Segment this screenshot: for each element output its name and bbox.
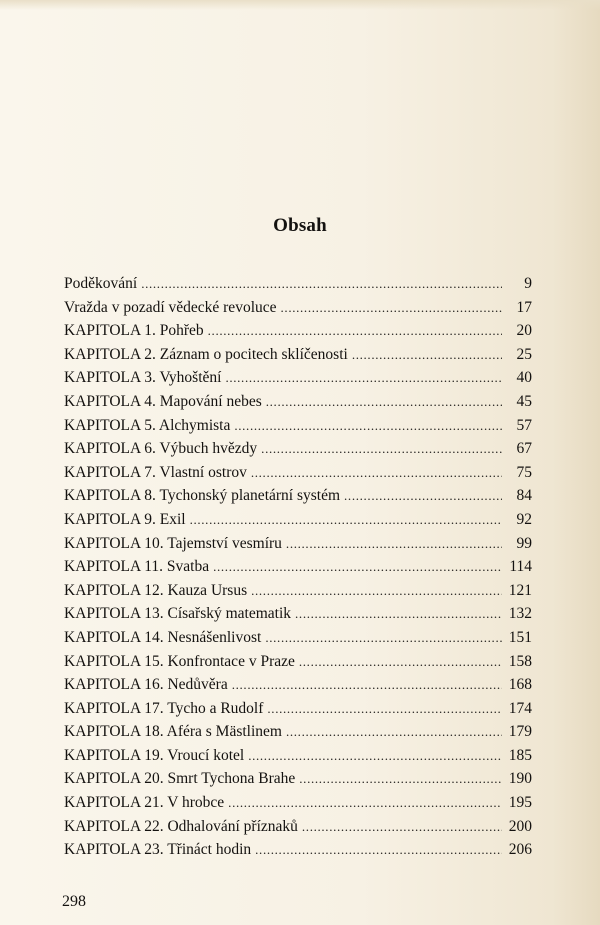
toc-entry-page: 132 — [508, 605, 532, 623]
toc-entry — [64, 579, 532, 603]
toc-entry-page: 185 — [508, 746, 532, 764]
page-title: Obsah — [273, 214, 327, 236]
toc-entry-page: 75 — [516, 463, 532, 481]
toc-entry-title: KAPITOLA 20. Smrt Tychona Brahe — [64, 770, 296, 788]
dot-leader — [281, 296, 502, 320]
toc-entry — [64, 508, 532, 532]
toc-entry-title: Vražda v pozadí vědecké revoluce — [64, 298, 277, 316]
toc-entry-page: 158 — [508, 652, 532, 670]
toc-entry — [64, 484, 532, 508]
toc-entry-page: 67 — [516, 440, 532, 458]
toc-entry-title: KAPITOLA 1. Pohřeb — [64, 322, 204, 340]
toc-entry-title: KAPITOLA 3. Vyhoštění — [64, 369, 222, 387]
toc-entry-title: KAPITOLA 2. Záznam o pocitech sklíčenosti — [64, 345, 348, 363]
toc-entry-title: KAPITOLA 18. Aféra s Mästlinem — [64, 723, 282, 741]
dot-leader — [248, 744, 502, 768]
toc-entry — [64, 697, 532, 721]
toc-entry — [64, 296, 532, 320]
toc-entry-title: KAPITOLA 23. Třináct hodin — [64, 841, 252, 859]
dot-leader — [344, 484, 502, 508]
toc-entry-page: 190 — [508, 770, 532, 788]
toc-entry — [64, 626, 532, 650]
toc-entry — [64, 319, 532, 343]
toc-entry-page: 45 — [516, 392, 532, 410]
toc-entry — [64, 461, 532, 485]
toc-entry-title: KAPITOLA 4. Mapování nebes — [64, 392, 262, 410]
toc-entry-title: KAPITOLA 9. Exil — [64, 510, 186, 528]
toc-entry — [64, 673, 532, 697]
toc-entry-page: 84 — [516, 487, 532, 505]
toc-entry-title: KAPITOLA 22. Odhalování příznaků — [64, 817, 298, 835]
toc-entry — [64, 390, 532, 414]
toc-entry — [64, 650, 532, 674]
toc-entry — [64, 437, 532, 461]
toc-entry-title: KAPITOLA 19. Vroucí kotel — [64, 746, 245, 764]
toc-entry-title: KAPITOLA 16. Nedůvěra — [64, 676, 228, 694]
dot-leader — [266, 390, 502, 414]
toc-entry-page: 57 — [516, 416, 532, 434]
dot-leader — [302, 815, 502, 839]
dot-leader — [251, 461, 502, 485]
toc-entry — [64, 720, 532, 744]
dot-leader — [141, 272, 502, 296]
dot-leader — [286, 720, 502, 744]
dot-leader — [255, 838, 502, 862]
dot-leader — [352, 343, 502, 367]
table-of-contents — [64, 272, 532, 862]
toc-entry — [64, 838, 532, 862]
toc-entry-page: 99 — [516, 534, 532, 552]
toc-entry — [64, 343, 532, 367]
toc-entry-title: KAPITOLA 13. Císařský matematik — [64, 605, 292, 623]
dot-leader — [261, 437, 502, 461]
toc-entry-page: 179 — [508, 723, 532, 741]
dot-leader — [299, 650, 502, 674]
toc-entry-title: KAPITOLA 5. Alchymista — [64, 416, 231, 434]
dot-leader — [228, 791, 502, 815]
toc-entry-page: 92 — [516, 510, 532, 528]
toc-entry — [64, 414, 532, 438]
toc-entry-page: 25 — [516, 345, 532, 363]
toc-entry-page: 40 — [516, 369, 532, 387]
dot-leader — [225, 366, 502, 390]
toc-entry — [64, 366, 532, 390]
toc-entry-page: 114 — [509, 558, 532, 576]
toc-entry — [64, 602, 532, 626]
toc-entry-title: KAPITOLA 15. Konfrontace v Praze — [64, 652, 295, 670]
dot-leader — [190, 508, 502, 532]
toc-entry-page: 200 — [508, 817, 532, 835]
dot-leader — [208, 319, 502, 343]
toc-entry — [64, 532, 532, 556]
toc-entry — [64, 744, 532, 768]
toc-entry-title: KAPITOLA 21. V hrobce — [64, 794, 225, 812]
toc-entry-page: 168 — [508, 676, 532, 694]
toc-entry-title: Poděkování — [64, 275, 138, 292]
toc-entry-page: 17 — [516, 298, 532, 316]
dot-leader — [265, 626, 502, 650]
dot-leader — [234, 414, 502, 438]
toc-entry-page: 20 — [516, 322, 532, 340]
toc-entry-title: KAPITOLA 6. Výbuch hvězdy — [64, 440, 258, 458]
dot-leader — [267, 697, 502, 721]
dot-leader — [286, 532, 502, 556]
toc-entry — [64, 791, 532, 815]
toc-entry-page: 151 — [508, 628, 532, 646]
dot-leader — [295, 602, 502, 626]
toc-entry-title: KAPITOLA 10. Tajemství vesmíru — [64, 534, 282, 552]
toc-entry-title: KAPITOLA 11. Svatba — [64, 558, 210, 576]
toc-entry-title: KAPITOLA 12. Kauza Ursus — [64, 581, 248, 599]
toc-entry — [64, 555, 532, 579]
dot-leader — [299, 767, 502, 791]
toc-entry-page: 121 — [508, 581, 532, 599]
toc-entry-page: 195 — [508, 794, 532, 812]
toc-entry-title: KAPITOLA 7. Vlastní ostrov — [64, 463, 247, 481]
dot-leader — [213, 555, 502, 579]
toc-entry-title: KAPITOLA 8. Tychonský planetární systém — [64, 487, 341, 505]
page-number: 298 — [62, 893, 86, 910]
toc-entry-page: 9 — [524, 275, 532, 292]
toc-entry — [64, 815, 532, 839]
toc-entry-page: 206 — [508, 841, 532, 859]
toc-entry — [64, 272, 532, 296]
toc-entry-title: KAPITOLA 17. Tycho a Rudolf — [64, 699, 264, 717]
page-shadow — [0, 0, 600, 10]
toc-entry-title: KAPITOLA 14. Nesnášenlivost — [64, 628, 262, 646]
dot-leader — [232, 673, 502, 697]
toc-entry-page: 174 — [508, 699, 532, 717]
dot-leader — [251, 579, 502, 603]
toc-entry — [64, 767, 532, 791]
